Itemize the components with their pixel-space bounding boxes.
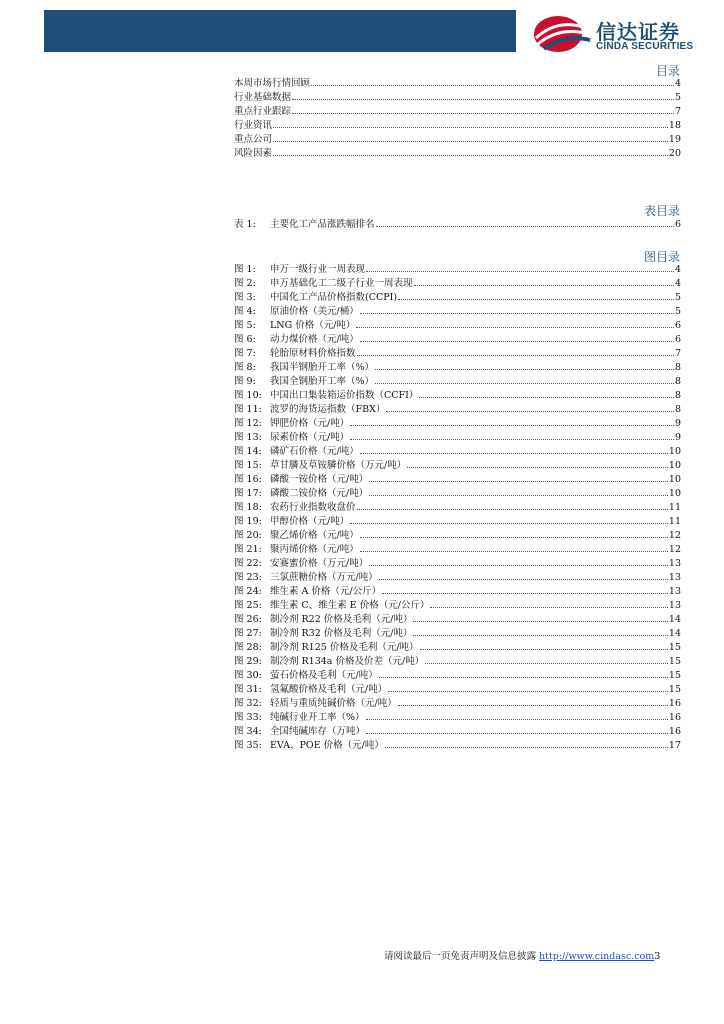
toc-entry-number: 图 33: <box>234 712 262 723</box>
toc-entry[interactable] <box>234 318 681 332</box>
toc-entry-text: 农药行业指数收盘价 <box>270 502 356 513</box>
toc-entry-label <box>234 347 356 361</box>
toc-entry-text: 氢氟酸价格及毛利（元/吨） <box>270 684 388 695</box>
toc-entry-label <box>234 305 359 319</box>
toc-leader-dots <box>386 402 674 412</box>
header-bar <box>44 10 516 52</box>
toc-entry[interactable] <box>234 104 681 118</box>
toc-entry[interactable] <box>234 332 681 346</box>
toc-entry-page: 7 <box>674 106 681 117</box>
toc-entry-label <box>234 641 419 655</box>
toc-entry-number: 图 9: <box>234 376 256 387</box>
toc-entry-page: 8 <box>674 362 681 373</box>
toc-leader-dots <box>369 556 668 566</box>
toc-leader-dots <box>292 90 674 100</box>
toc-entry-label <box>234 333 359 347</box>
toc-leader-dots <box>369 472 668 482</box>
toc-entry-label <box>234 263 365 277</box>
toc-entry[interactable] <box>234 514 681 528</box>
toc-entry-label <box>234 417 349 431</box>
toc-entry-page: 20 <box>668 148 681 159</box>
toc-leader-dots <box>273 132 668 142</box>
toc-entry-text: 动力煤价格（元/吨） <box>270 334 359 345</box>
toc-entry-number: 图 25: <box>234 600 262 611</box>
toc-entry-page: 15 <box>668 656 681 667</box>
toc-entry-page: 6 <box>674 320 681 331</box>
toc-entry-text: 磷酸二铵价格（元/吨） <box>270 488 369 499</box>
toc-entry-number: 图 29: <box>234 656 262 667</box>
toc-entry-text: 全国纯碱库存（万吨） <box>270 726 366 737</box>
toc-entry-text: 三氯蔗糖价格（万元/吨） <box>270 572 378 583</box>
toc-entry-text: 甲醇价格（元/吨） <box>270 516 350 527</box>
toc-entry-text: 纯碱行业开工率（%） <box>270 712 365 723</box>
cinda-globe-icon <box>530 14 592 54</box>
toc-entry-label <box>234 291 397 305</box>
toc-entry-text: 聚丙烯价格（元/吨） <box>270 544 359 555</box>
toc-entry[interactable] <box>234 416 681 430</box>
toc-entry-page: 10 <box>668 460 681 471</box>
toc-entry-number: 图 6: <box>234 334 256 345</box>
toc-entry-page: 11 <box>668 502 681 513</box>
toc-entry-page: 5 <box>674 92 681 103</box>
toc-entry-page: 10 <box>668 474 681 485</box>
toc-leader-dots <box>414 276 674 286</box>
toc-entry-page: 13 <box>668 600 681 611</box>
toc-entry-text: 中国化工产品价格指数(CCPI) <box>270 292 398 303</box>
toc-leader-dots <box>356 318 674 328</box>
toc-entry-page: 9 <box>674 418 681 429</box>
toc-entry-number: 图 18: <box>234 502 262 513</box>
toc-entry-number: 图 14: <box>234 446 262 457</box>
toc-entry[interactable] <box>234 486 681 500</box>
toc-entry[interactable] <box>234 542 681 556</box>
toc-entry[interactable] <box>234 724 681 738</box>
toc-entry[interactable] <box>234 388 681 402</box>
toc-entry-page: 11 <box>668 516 681 527</box>
toc-leader-dots <box>273 146 668 156</box>
toc-entry-label <box>234 655 424 669</box>
page-number: 3 <box>654 951 661 962</box>
toc-entry-page: 16 <box>668 698 681 709</box>
toc-leader-dots <box>350 416 674 426</box>
toc-entry-page: 4 <box>674 264 681 275</box>
toc-entry-number: 图 19: <box>234 516 262 527</box>
toc-entry[interactable] <box>234 290 681 304</box>
toc-leader-dots <box>366 710 668 720</box>
toc-entry-label <box>234 711 365 725</box>
toc-entry-number: 图 34: <box>234 726 262 737</box>
toc-entry[interactable] <box>234 76 681 90</box>
toc-entry-number: 图 31: <box>234 684 262 695</box>
toc-entry-page: 8 <box>674 390 681 401</box>
toc-entry-label <box>234 683 387 697</box>
toc-leader-dots <box>413 626 667 636</box>
toc-entry-label <box>234 725 365 739</box>
toc-entry-number: 图 21: <box>234 544 262 555</box>
toc-entry-number: 图 35: <box>234 740 262 751</box>
toc-leader-dots <box>375 360 674 370</box>
toc-entry-page: 13 <box>668 558 681 569</box>
toc-entry[interactable] <box>234 668 681 682</box>
toc-leader-dots <box>369 486 668 496</box>
toc-entry-text: 申万一级行业一周表现 <box>270 264 366 275</box>
toc-entry-number: 图 22: <box>234 558 262 569</box>
toc-leader-dots <box>350 514 668 524</box>
toc-entry-text: 中国出口集装箱运价指数（CCFI） <box>270 390 419 401</box>
toc-leader-dots <box>420 640 668 650</box>
toc-entry-page: 4 <box>674 78 681 89</box>
toc-entry-number: 图 7: <box>234 348 256 359</box>
toc-leader-dots <box>398 696 668 706</box>
toc-entry-label <box>234 277 413 291</box>
toc-entry-page: 19 <box>668 134 681 145</box>
toc-entry-page: 16 <box>668 712 681 723</box>
toc-entry[interactable] <box>234 654 681 668</box>
toc-entry-label <box>234 599 429 613</box>
toc-leader-dots <box>419 388 674 398</box>
toc-entry[interactable] <box>234 528 681 542</box>
toc-entry-number: 图 11: <box>234 404 262 415</box>
toc-entry[interactable] <box>234 430 681 444</box>
toc-entry-text: 轮胎原材料价格指数 <box>270 348 356 359</box>
toc-entry-label <box>234 375 374 389</box>
toc-leader-dots <box>379 668 668 678</box>
toc-entry-page: 13 <box>668 586 681 597</box>
toc-entry-label <box>234 543 359 557</box>
toc-entry-label <box>234 403 385 417</box>
toc-entry-text: 磷矿石价格（元/吨） <box>270 446 359 457</box>
figures-list <box>234 262 681 752</box>
toc-entry-page: 18 <box>668 120 681 131</box>
brand-logo <box>530 14 710 54</box>
toc-leader-dots <box>360 304 674 314</box>
toc-entry-label <box>234 105 291 119</box>
toc-entry-page: 15 <box>668 684 681 695</box>
contents-title: 目录 <box>655 64 680 78</box>
toc-entry-page: 5 <box>674 306 681 317</box>
toc-entry-text: 磷酸一铵价格（元/吨） <box>270 474 369 485</box>
toc-entry-text: 申万基础化工二级子行业一周表现 <box>270 278 413 289</box>
toc-entry[interactable] <box>234 304 681 318</box>
toc-entry-page: 8 <box>674 376 681 387</box>
toc-entry-label <box>234 319 355 333</box>
toc-entry-page: 6 <box>674 219 681 230</box>
toc-entry-number: 图 23: <box>234 572 262 583</box>
toc-entry-text: 轻质与重质纯碱价格（元/吨） <box>270 698 397 709</box>
tables-title: 表目录 <box>643 204 680 218</box>
toc-entry-number: 图 32: <box>234 698 262 709</box>
toc-entry-text: 主要化工产品涨跌幅排名 <box>270 219 375 230</box>
toc-entry-page: 12 <box>668 530 681 541</box>
toc-entry-page: 15 <box>668 670 681 681</box>
toc-entry-page: 9 <box>674 432 681 443</box>
toc-entry-text: 重点公司 <box>234 134 273 145</box>
toc-entry-text: 制冷剂 R22 价格及毛利（元/吨） <box>270 614 413 625</box>
toc-leader-dots <box>375 374 674 384</box>
toc-entry[interactable] <box>234 146 681 160</box>
brand-name-en: CINDA SECURITIES <box>596 41 694 52</box>
toc-entry-page: 14 <box>668 614 681 625</box>
toc-leader-dots <box>360 528 668 538</box>
toc-entry-text: 制冷剂 R125 价格及毛利（元/吨） <box>270 642 419 653</box>
toc-entry[interactable] <box>234 118 681 132</box>
toc-entry-label <box>234 557 368 571</box>
toc-entry-number: 图 1: <box>234 264 256 275</box>
toc-leader-dots <box>311 76 674 86</box>
toc-entry-page: 8 <box>674 404 681 415</box>
toc-entry-text: 原油价格（美元/桶） <box>270 306 359 317</box>
toc-entry-label <box>234 627 412 641</box>
toc-entry-number: 图 13: <box>234 432 262 443</box>
toc-entry-text: 钾肥价格（元/吨） <box>270 418 350 429</box>
toc-entry-text: EVA、POE 价格（元/吨） <box>270 740 384 751</box>
toc-entry[interactable] <box>234 374 681 388</box>
toc-leader-dots <box>360 542 668 552</box>
toc-entry-number: 图 17: <box>234 488 262 499</box>
toc-entry-page: 6 <box>674 334 681 345</box>
toc-entry-number: 图 30: <box>234 670 262 681</box>
toc-entry[interactable] <box>234 738 681 752</box>
toc-leader-dots <box>366 724 668 734</box>
toc-entry-page: 5 <box>674 292 681 303</box>
toc-entry-label <box>234 361 374 375</box>
toc-leader-dots <box>388 682 668 692</box>
toc-entry-page: 12 <box>668 544 681 555</box>
toc-entry-number: 图 28: <box>234 642 262 653</box>
toc-entry[interactable] <box>234 472 681 486</box>
toc-entry-label <box>234 147 272 161</box>
toc-leader-dots <box>425 654 668 664</box>
toc-entry-label <box>234 739 384 753</box>
brand-name-cn: 信达证券 <box>596 20 680 44</box>
toc-entry-page: 17 <box>668 740 681 751</box>
toc-entry-text: 制冷剂 R134a 价格及价差（元/吨） <box>270 656 425 667</box>
toc-entry-number: 图 16: <box>234 474 262 485</box>
toc-entry[interactable] <box>234 217 681 231</box>
toc-entry-text: 维生素 C、维生素 E 价格（元/公斤） <box>270 600 430 611</box>
toc-entry-text: 波罗的海货运指数（FBX） <box>270 404 386 415</box>
website-link[interactable]: http://www.cindasc.com <box>539 951 655 962</box>
toc-entry-label <box>234 389 418 403</box>
toc-entry-label <box>234 571 378 585</box>
toc-entry-label <box>234 669 378 683</box>
toc-entry[interactable] <box>234 612 681 626</box>
toc-entry[interactable] <box>234 500 681 514</box>
toc-entry-text: 重点行业跟踪 <box>234 106 292 117</box>
toc-entry-number: 图 27: <box>234 628 262 639</box>
toc-leader-dots <box>357 500 668 510</box>
toc-entry[interactable] <box>234 556 681 570</box>
toc-entry-number: 图 24: <box>234 586 262 597</box>
toc-entry-text: 制冷剂 R32 价格及毛利（元/吨） <box>270 628 413 639</box>
toc-leader-dots <box>376 217 674 227</box>
toc-entry-text: 安赛蜜价格（万元/吨） <box>270 558 369 569</box>
toc-entry[interactable] <box>234 346 681 360</box>
toc-entry-text: LNG 价格（元/吨） <box>270 320 356 331</box>
toc-entry-label <box>234 697 397 711</box>
toc-leader-dots <box>407 458 668 468</box>
toc-entry-page: 16 <box>668 726 681 737</box>
toc-entry-label <box>234 529 359 543</box>
toc-entry-label <box>234 585 381 599</box>
toc-entry-number: 表 1: <box>234 219 256 230</box>
toc-entry[interactable] <box>234 640 681 654</box>
toc-entry[interactable] <box>234 626 681 640</box>
toc-entry-label <box>234 487 368 501</box>
toc-leader-dots <box>382 584 668 594</box>
toc-entry-page: 13 <box>668 572 681 583</box>
toc-entry-label <box>234 133 272 147</box>
contents-list <box>234 76 681 160</box>
toc-entry-label <box>234 501 356 515</box>
toc-leader-dots <box>385 738 668 748</box>
toc-entry-text: 行业资讯 <box>234 120 273 131</box>
toc-entry-number: 图 8: <box>234 362 256 373</box>
tables-list <box>234 217 681 231</box>
toc-entry[interactable] <box>234 360 681 374</box>
toc-entry-label <box>234 119 272 133</box>
toc-entry[interactable] <box>234 682 681 696</box>
toc-entry-text: 聚乙烯价格（元/吨） <box>270 530 359 541</box>
toc-entry[interactable] <box>234 584 681 598</box>
toc-leader-dots <box>379 570 668 580</box>
toc-entry[interactable] <box>234 444 681 458</box>
toc-entry-text: 本周市场行情回顾 <box>234 78 311 89</box>
toc-leader-dots <box>430 598 667 608</box>
toc-entry-text: 萤石价格及毛利（元/吨） <box>270 670 378 681</box>
page-footer <box>384 948 684 962</box>
toc-entry-page: 4 <box>674 278 681 289</box>
toc-entry-number: 图 15: <box>234 460 262 471</box>
toc-entry-number: 图 3: <box>234 292 256 303</box>
toc-leader-dots <box>366 262 674 272</box>
toc-entry[interactable] <box>234 132 681 146</box>
toc-entry-label <box>234 91 291 105</box>
toc-leader-dots <box>360 444 668 454</box>
toc-entry-page: 7 <box>674 348 681 359</box>
toc-entry[interactable] <box>234 570 681 584</box>
toc-entry[interactable] <box>234 598 681 612</box>
toc-leader-dots <box>292 104 674 114</box>
toc-entry-text: 维生素 A 价格（元/公斤） <box>270 586 382 597</box>
toc-entry-text: 我国全钢胎开工率（%） <box>270 376 375 387</box>
toc-entry[interactable] <box>234 90 681 104</box>
toc-entry-label <box>234 77 310 91</box>
toc-entry-text: 我国半钢胎开工率（%） <box>270 362 375 373</box>
toc-entry-text: 草甘膦及草铵膦价格（万元/吨） <box>270 460 407 471</box>
toc-entry-number: 图 10: <box>234 390 262 401</box>
toc-entry-label <box>234 218 375 232</box>
toc-entry-number: 图 26: <box>234 614 262 625</box>
toc-leader-dots <box>413 612 667 622</box>
toc-entry-label <box>234 445 359 459</box>
toc-entry-label <box>234 473 368 487</box>
toc-entry-number: 图 2: <box>234 278 256 289</box>
toc-entry-number: 图 20: <box>234 530 262 541</box>
toc-entry-page: 10 <box>668 446 681 457</box>
toc-entry-text: 风险因素 <box>234 148 273 159</box>
toc-entry-text: 尿素价格（元/吨） <box>270 432 350 443</box>
toc-entry-page: 10 <box>668 488 681 499</box>
toc-entry[interactable] <box>234 710 681 724</box>
toc-entry-text: 行业基础数据 <box>234 92 292 103</box>
toc-entry[interactable] <box>234 458 681 472</box>
toc-entry-label <box>234 613 412 627</box>
toc-entry-number: 图 4: <box>234 306 256 317</box>
toc-entry-label <box>234 459 406 473</box>
toc-entry-page: 14 <box>668 628 681 639</box>
toc-entry-label <box>234 515 349 529</box>
toc-leader-dots <box>357 346 674 356</box>
toc-entry[interactable] <box>234 402 681 416</box>
toc-leader-dots <box>273 118 668 128</box>
toc-entry[interactable] <box>234 696 681 710</box>
toc-entry-number: 图 5: <box>234 320 256 331</box>
toc-leader-dots <box>350 430 674 440</box>
toc-leader-dots <box>360 332 674 342</box>
toc-entry[interactable] <box>234 276 681 290</box>
toc-entry-page: 15 <box>668 642 681 653</box>
toc-entry-number: 图 12: <box>234 418 262 429</box>
disclaimer-text: 请阅读最后一页免责声明及信息披露 <box>384 951 540 962</box>
toc-leader-dots <box>398 290 674 300</box>
toc-entry[interactable] <box>234 262 681 276</box>
toc-entry-label <box>234 431 349 445</box>
figures-title: 图目录 <box>643 250 680 264</box>
